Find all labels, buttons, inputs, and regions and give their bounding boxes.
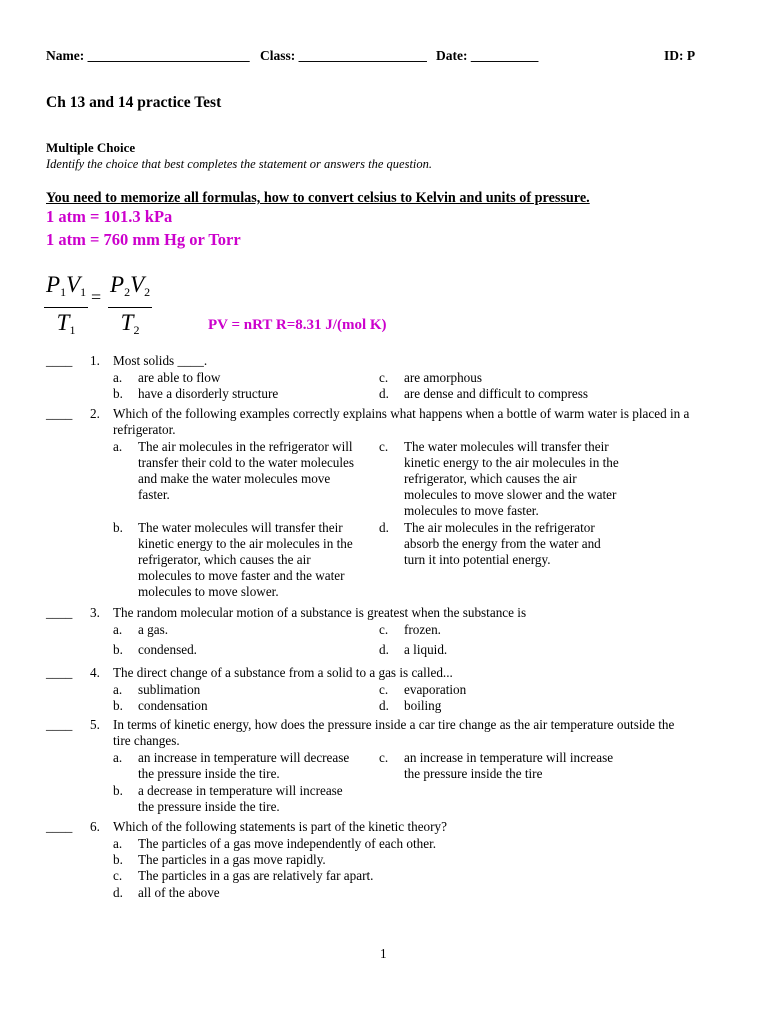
question-text: Most solids ____. — [113, 353, 208, 368]
option-letter: b. — [113, 852, 123, 867]
option-text: The particles in a gas move rapidly. — [138, 852, 326, 867]
ideal-gas-law: PV = nRT R=8.31 J/(mol K) — [208, 317, 387, 333]
option-text: evaporation — [404, 682, 467, 697]
option-text: turn it into potential energy. — [404, 552, 551, 567]
gas-law-right-fraction: $P_2V_2$ $T_2$ — [110, 272, 151, 337]
question-number: 2. — [90, 406, 100, 421]
option-text: molecules to move faster and the water — [138, 568, 345, 583]
option-letter: c. — [379, 439, 389, 454]
question-text: refrigerator. — [113, 422, 176, 437]
option-letter: a. — [113, 836, 123, 851]
option-text: The particles in a gas are relatively far apart. — [138, 868, 374, 883]
gas-law-left-fraction: $P_1V_1$ $T_1$ — [46, 272, 87, 337]
page-number: 1 — [380, 946, 387, 961]
option-text: molecules to move slower and the water — [404, 487, 617, 502]
option-letter: a. — [113, 750, 123, 765]
answer-blank: ____ — [46, 353, 73, 368]
option-text: a liquid. — [404, 642, 448, 657]
question-text: Which of the following statements is part of the kinetic theory? — [113, 819, 447, 834]
option-text: The air molecules in the refrigerator — [404, 520, 595, 535]
option-text: kinetic energy to the air molecules in the — [138, 536, 353, 551]
option-text: a gas. — [138, 622, 169, 637]
class-field: Class: ___________________ — [260, 48, 427, 63]
option-letter: b. — [113, 698, 123, 713]
option-text: are amorphous — [404, 370, 482, 385]
question-text: tire changes. — [113, 733, 180, 748]
option-text: condensation — [138, 698, 208, 713]
option-text: condensed. — [138, 642, 197, 657]
option-letter: c. — [379, 750, 389, 765]
answer-blank: ____ — [46, 665, 73, 680]
question-number: 6. — [90, 819, 100, 834]
option-text: refrigerator, which causes the air — [404, 471, 577, 486]
option-text: are able to flow — [138, 370, 221, 385]
question-text: In terms of kinetic energy, how does the pressure inside a car tire change as the air temperature outside the — [113, 717, 675, 732]
option-text: the pressure inside the tire — [404, 766, 543, 781]
option-text: have a disorderly structure — [138, 386, 279, 401]
question-text: The direct change of a substance from a solid to a gas is called... — [113, 665, 453, 680]
option-letter: c. — [379, 622, 389, 637]
option-letter: a. — [113, 682, 123, 697]
option-text: faster. — [138, 487, 170, 502]
option-text: sublimation — [138, 682, 201, 697]
section-heading: Multiple Choice — [46, 140, 136, 155]
option-text: The water molecules will transfer their — [138, 520, 343, 535]
answer-blank: ____ — [46, 605, 73, 620]
option-text: The water molecules will transfer their — [404, 439, 609, 454]
option-letter: a. — [113, 622, 123, 637]
question-number: 1. — [90, 353, 100, 368]
option-text: an increase in temperature will decrease — [138, 750, 350, 765]
option-text: The air molecules in the refrigerator will — [138, 439, 353, 454]
option-text: The particles of a gas move independently of each other. — [138, 836, 437, 851]
option-letter: d. — [379, 698, 389, 713]
equals-sign: = — [91, 287, 102, 307]
memorize-note: You need to memorize all formulas, how to convert celsius to Kelvin and units of pressure. — [46, 190, 590, 206]
option-text: refrigerator, which causes the air — [138, 552, 311, 567]
option-letter: a. — [113, 370, 123, 385]
option-text: all of the above — [138, 885, 220, 900]
question-text: Which of the following examples correctly explains what happens when a bottle of warm water is placed in a — [113, 406, 690, 421]
option-text: an increase in temperature will increase — [404, 750, 614, 765]
option-letter: d. — [379, 520, 389, 535]
option-letter: c. — [113, 868, 123, 883]
option-text: and make the water molecules move — [138, 471, 331, 486]
option-letter: d. — [379, 642, 389, 657]
option-letter: d. — [113, 885, 123, 900]
question-number: 4. — [90, 665, 100, 680]
option-text: the pressure inside the tire. — [138, 799, 280, 814]
option-letter: b. — [113, 520, 123, 535]
section-instructions: Identify the choice that best completes the statement or answers the question. — [46, 157, 433, 171]
option-text: are dense and difficult to compress — [404, 386, 588, 401]
name-field: Name: ________________________ — [46, 48, 250, 63]
date-field: Date: __________ — [436, 48, 539, 63]
option-text: a decrease in temperature will increase — [138, 783, 343, 798]
answer-blank: ____ — [46, 717, 73, 732]
option-text: molecules to move faster. — [404, 503, 539, 518]
conversion-kpa: 1 atm = 101.3 kPa — [46, 207, 173, 226]
option-letter: a. — [113, 439, 123, 454]
option-letter: c. — [379, 370, 389, 385]
option-text: molecules to move slower. — [138, 584, 279, 599]
option-letter: b. — [113, 642, 123, 657]
answer-blank: ____ — [46, 819, 73, 834]
question-text: The random molecular motion of a substance is greatest when the substance is — [113, 605, 527, 620]
option-letter: b. — [113, 386, 123, 401]
question-number: 3. — [90, 605, 100, 620]
option-text: the pressure inside the tire. — [138, 766, 280, 781]
question-number: 5. — [90, 717, 100, 732]
conversion-torr: 1 atm = 760 mm Hg or Torr — [46, 230, 241, 249]
page-title: Ch 13 and 14 practice Test — [46, 94, 222, 111]
id-field: ID: P — [664, 48, 696, 63]
option-text: transfer their cold to the water molecules — [138, 455, 355, 470]
option-text: frozen. — [404, 622, 441, 637]
option-letter: b. — [113, 783, 123, 798]
option-text: boiling — [404, 698, 442, 713]
option-letter: c. — [379, 682, 389, 697]
answer-blank: ____ — [46, 406, 73, 421]
option-letter: d. — [379, 386, 389, 401]
option-text: absorb the energy from the water and — [404, 536, 601, 551]
option-text: kinetic energy to the air molecules in the — [404, 455, 619, 470]
